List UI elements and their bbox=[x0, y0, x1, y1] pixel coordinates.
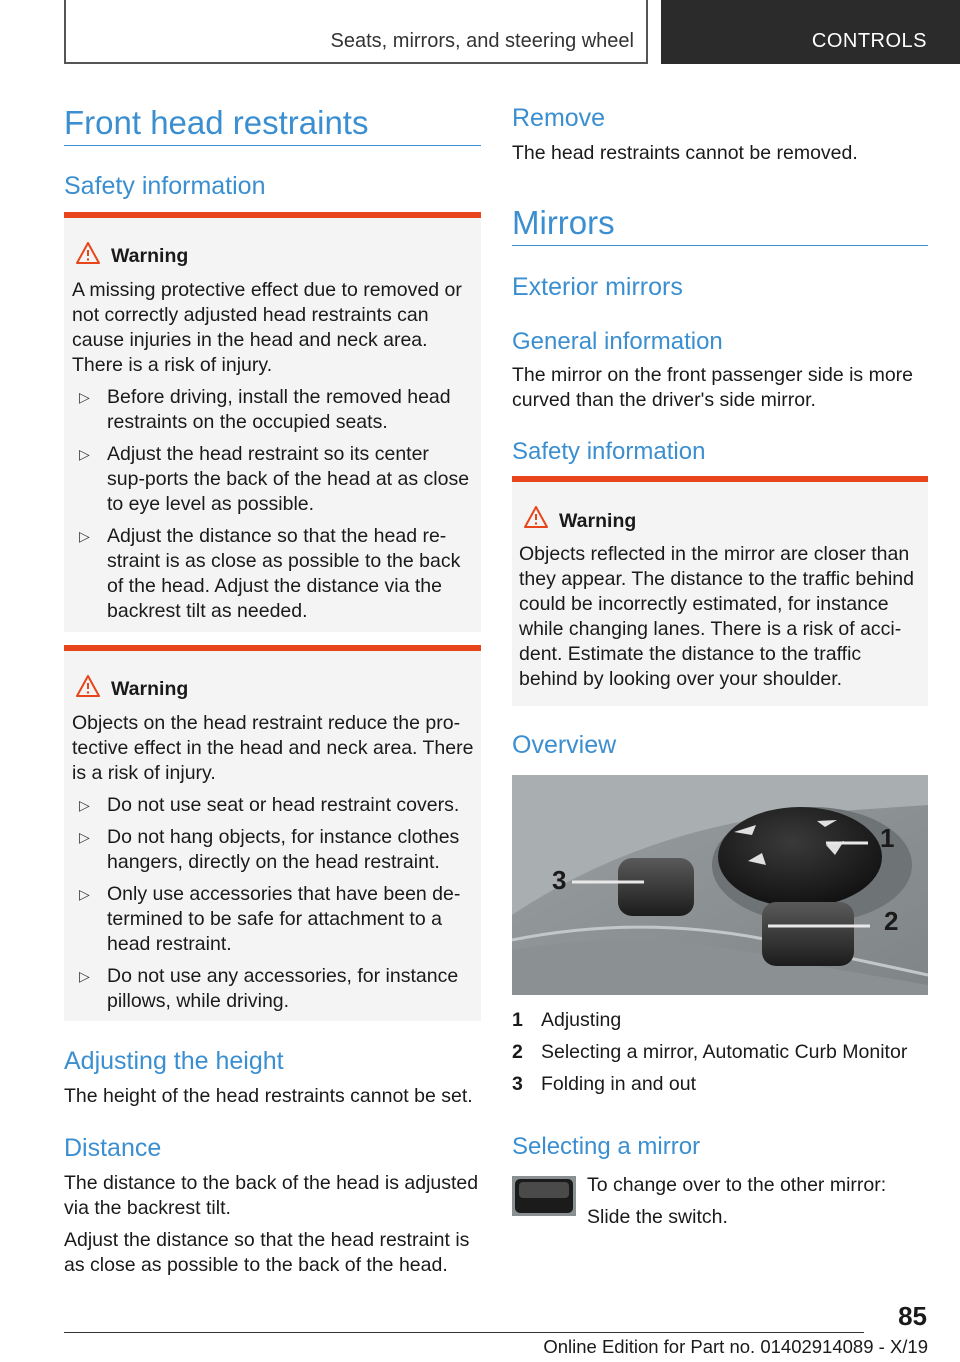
triangle-bullet-icon: ▷ bbox=[79, 446, 90, 462]
callout-2: 2 bbox=[884, 906, 899, 936]
triangle-bullet-icon: ▷ bbox=[79, 968, 90, 984]
bullet-item: ▷ Before driving, install the removed head restraints on the occupied seats. bbox=[79, 386, 451, 433]
selecting-text-2: Slide the switch. bbox=[587, 1206, 728, 1228]
general-info-heading: General information bbox=[512, 328, 723, 355]
adjusting-heading: Adjusting the height bbox=[64, 1047, 284, 1075]
legend-item: 3 Folding in and out bbox=[512, 1073, 697, 1095]
triangle-bullet-icon: ▷ bbox=[79, 389, 90, 405]
bullet-item: ▷ Do not use any accessories, for instance pillows, while driving. bbox=[79, 965, 459, 1012]
warning-icon bbox=[76, 242, 100, 264]
warning-text: A missing protective effect due to removed or not correctly adjusted head restraints can cause injuries in the head and neck area. There is a risk of injury. bbox=[72, 279, 462, 376]
header-chapter-title: CONTROLS bbox=[811, 30, 927, 52]
bullet-item: ▷ Only use accessories that have been de-termined to be safe for attachment to a head restraint. bbox=[79, 883, 461, 955]
triangle-bullet-icon: ▷ bbox=[79, 829, 90, 845]
mirrors-title: Mirrors bbox=[512, 204, 615, 241]
selecting-text-1: To change over to the other mirror: bbox=[587, 1174, 887, 1196]
warning-title: Warning bbox=[559, 510, 637, 532]
remove-heading: Remove bbox=[512, 104, 606, 132]
exterior-mirrors-heading: Exterior mirrors bbox=[512, 273, 683, 301]
title-rule bbox=[64, 145, 481, 146]
overview-heading: Overview bbox=[512, 731, 617, 759]
remove-text: The head restraints cannot be removed. bbox=[512, 142, 858, 164]
header-section bbox=[64, 0, 648, 64]
warning-box-2 bbox=[64, 645, 481, 1021]
safety-heading: Safety information bbox=[64, 172, 266, 200]
warning-title: Warning bbox=[111, 245, 189, 267]
triangle-bullet-icon: ▷ bbox=[79, 886, 90, 902]
warning-title: Warning bbox=[111, 678, 189, 700]
page-title: Front head restraints bbox=[64, 104, 369, 141]
page-number: 85 bbox=[898, 1301, 927, 1331]
footer-edition: Online Edition for Part no. 01402914089 - X/19 bbox=[543, 1336, 928, 1357]
triangle-bullet-icon: ▷ bbox=[79, 797, 90, 813]
warning-box-1 bbox=[64, 212, 481, 632]
warning-icon bbox=[76, 675, 100, 697]
mirrors-rule bbox=[512, 245, 928, 246]
warning-text: Objects reflected in the mirror are closer than they appear. The distance to the traffic behind could be incorrectly estimated, for instance while changing lanes. There is a risk of acci-dent. Estimate the distance to the traffic behind by looking over your shoulder. bbox=[519, 543, 914, 690]
bullet-item: ▷ Do not use seat or head restraint covers. bbox=[79, 794, 460, 816]
triangle-bullet-icon: ▷ bbox=[79, 528, 90, 544]
header-section-title: Seats, mirrors, and steering wheel bbox=[330, 30, 634, 52]
callout-1: 1 bbox=[880, 823, 895, 853]
distance-heading: Distance bbox=[64, 1134, 162, 1162]
callout-3: 3 bbox=[552, 865, 567, 895]
header-chapter bbox=[661, 0, 960, 64]
legend-item: 2 Selecting a mirror, Automatic Curb Monitor bbox=[512, 1041, 908, 1063]
warning-bullets bbox=[72, 385, 472, 631]
warning-icon bbox=[524, 506, 548, 528]
adjusting-text: The height of the head restraints cannot be set. bbox=[64, 1085, 473, 1107]
mirror-switch-image bbox=[512, 775, 928, 995]
mirror-safety-heading: Safety information bbox=[512, 438, 706, 465]
bullet-item: ▷ Adjust the head restraint so its center sup-ports the back of the head at as close to eye level as possible. bbox=[79, 443, 470, 515]
warning-bullets bbox=[72, 793, 472, 1021]
overview-legend bbox=[512, 1008, 907, 1104]
general-info-text: The mirror on the front passenger side is more curved than the driver's side mirror. bbox=[512, 364, 914, 411]
bullet-item: ▷ Do not hang objects, for instance clothes hangers, directly on the head restraint. bbox=[79, 826, 460, 873]
distance-text-1: The distance to the back of the head is adjusted via the backrest tilt. bbox=[64, 1172, 479, 1219]
warning-box-3 bbox=[512, 476, 928, 706]
distance-text-2: Adjust the distance so that the head restraint is as close as possible to the back of the head. bbox=[64, 1229, 470, 1276]
mirror-select-switch-image bbox=[512, 1176, 576, 1216]
legend-item: 1 Adjusting bbox=[512, 1009, 622, 1031]
warning-text: Objects on the head restraint reduce the pro-tective effect in the head and neck area. There is a risk of injury. bbox=[72, 712, 474, 784]
bullet-item: ▷ Adjust the distance so that the head re-straint is as close as possible to the back of the head. Adjust the distance via the backrest tilt as needed. bbox=[79, 525, 461, 622]
selecting-heading: Selecting a mirror bbox=[512, 1133, 701, 1160]
footer-rule bbox=[64, 1332, 864, 1333]
